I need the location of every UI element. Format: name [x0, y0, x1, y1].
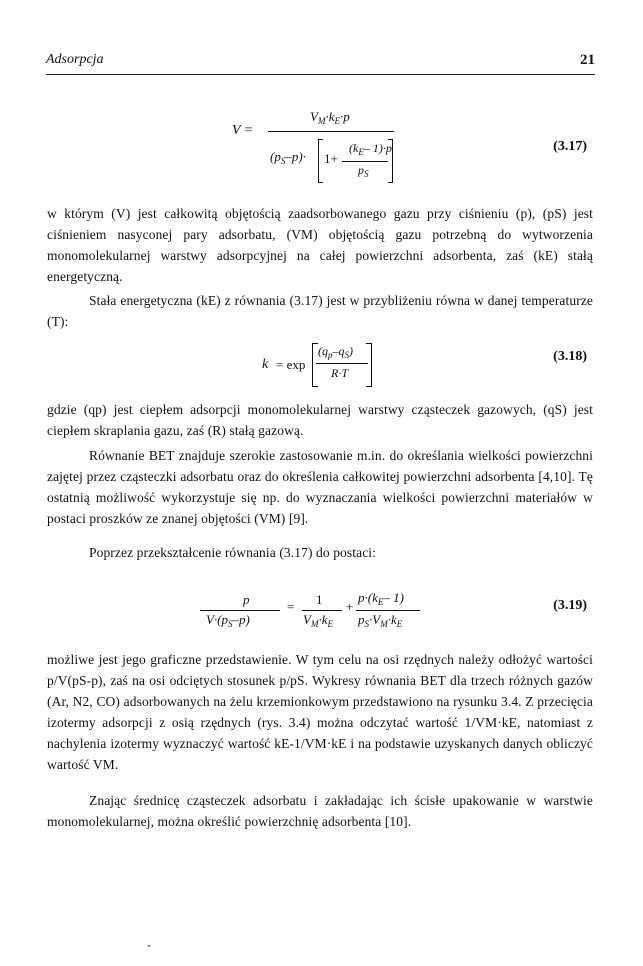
equation-number: (3.19) [553, 598, 587, 613]
page-number: 21 [580, 52, 595, 68]
paragraph: możliwe jest jego graficzne przedstawienie. W tym celu na osi rzędnych należy odłożyć wartości p/V(pS-p), zaś na osi odciętych stosunek p/pS. Wykresy równania BET dla trzech różnych gazów (Ar, N2, CO) adsorbowanych na żelu krzemionkowym przedstawiono na rysunku 3.4. Z przecięcia izotermy adsorpcji z osią rzędnych (rys. 3.4) można odczytać wartość 1/VM·kE, natomiast z nachylenia izotermy wyznaczyć wartość kE-1/VM·kE i na podstawie uzyskanych danych obliczyć wartość VM. [47, 652, 593, 772]
equation-number: (3.18) [553, 349, 587, 364]
paragraph: gdzie (qp) jest ciepłem adsorpcji monomolekularnej warstwy cząsteczek gazowych, (qS) jest ciepłem skraplania gazu, zaś (R) stałą gazową. [47, 402, 593, 438]
page-header [46, 50, 595, 75]
paragraph: Równanie BET znajduje szerokie zastosowanie m.in. do określania wielkości powierzchni zajętej przez cząsteczki adsorbatu oraz do określenia całkowitej powierzchni adsorbenta [4,10]. Tę ostatnią możliwość wykorzystuje się np. do wyznaczania wielkości powierzchni materiałów w postaci proszków ze znanej objętości (VM) [9]. [47, 448, 593, 526]
scan-speck [148, 945, 150, 947]
paragraph: Stała energetyczna (kE) z równania (3.17) jest w przybliżeniu równa w danej temperaturze (T): [47, 293, 593, 329]
equation-number: (3.17) [553, 139, 587, 154]
paragraph: Poprzez przekształcenie równania (3.17) do postaci: [89, 545, 376, 560]
paragraph: Znając średnicę cząsteczek adsorbatu i zakładając ich ścisłe upakowanie w warstwie monomolekularnej, można określić powierzchnię adsorbenta [10]. [47, 793, 593, 829]
running-head: Adsorpcja [46, 52, 104, 67]
paragraph: w którym (V) jest całkowitą objętością zaadsorbowanego gazu przy ciśnieniu (p), (pS) jest ciśnieniem nasyconej pary adsorbatu, (VM) objętością gazu potrzebną do wytworzenia monomolekularnej warstwy adsorpcyjnej na całej powierzchni adsorbenta, zaś (kE) stałą energetyczną. [47, 206, 593, 284]
